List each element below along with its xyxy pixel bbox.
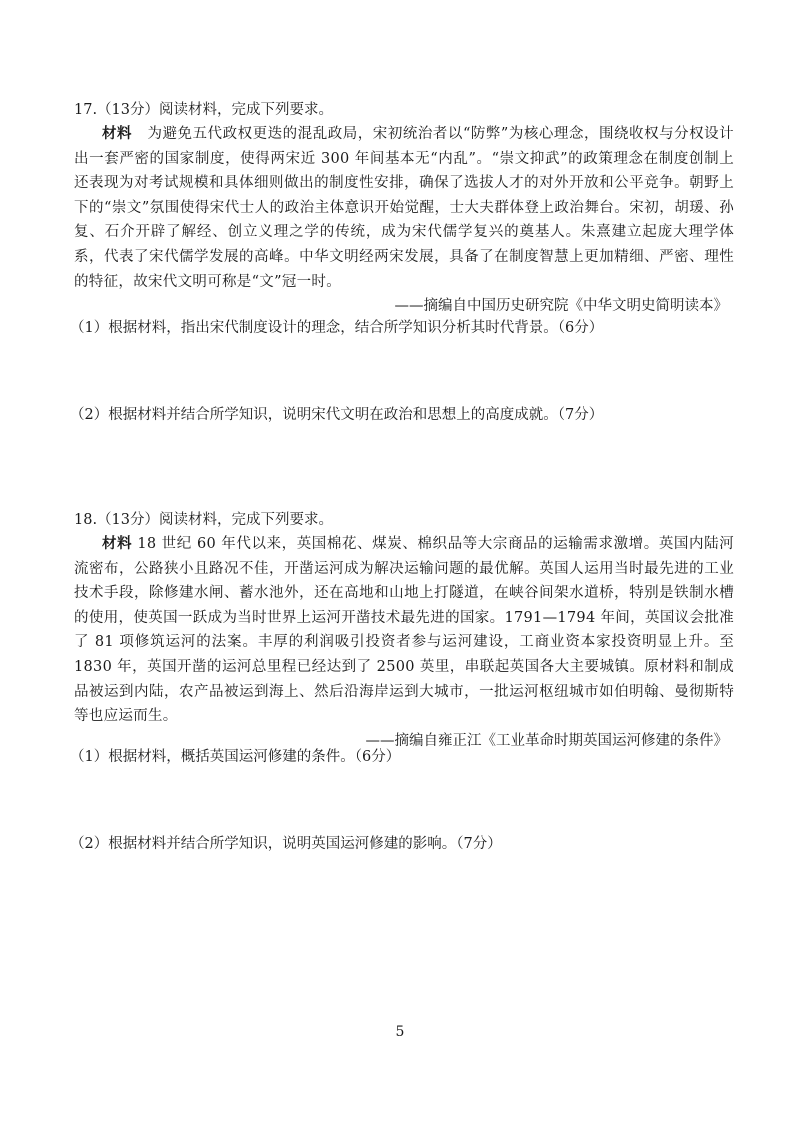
page-number: 5 <box>395 1024 405 1040</box>
material-label: 材料 <box>102 125 133 142</box>
material-text: 为避免五代政权更迭的混乱政局，宋初统治者以“防弊”为核心理念，围绕收权与分权设计出一套严密的国家制度，使得两宋近 300 年间基本无“内乱”。“崇文抑武”的政策理念在制度创制上还表现为对考试规模和具体细则做出的制度性安排，确保了选拔人才的对外开放和公平竞争。朝野上下的“崇文”氛围使得宋代士人的政治主体意识开始觉醒，士大夫群体登上政治舞台。宋初，胡瑗、孙复、石介开辟了解经、创立义理之学的传统，成为宋代儒学复兴的奠基人。朱熹建立起庞大理学体系，代表了宋代儒学发展的高峰。中华文明经两宋发展，具备了在制度智慧上更加精细、严密、理性的特征，故宋代文明可称是“文”冠一时。 <box>74 126 734 290</box>
material-source: ——摘编自中国历史研究院《中华文明史简明读本》 <box>394 298 728 315</box>
question-18-sub-1 <box>70 745 734 769</box>
question-heading: 18.（13分）阅读材料，完成下列要求。 <box>74 512 334 528</box>
subquestion: （1）根据材料，指出宋代制度设计的理念，结合所学知识分析其时代背景。（6分） <box>70 320 604 336</box>
material-text: 18 世纪 60 年代以来，英国棉花、煤炭、棉织品等大宗商品的运输需求激增。英国内陆河流密布，公路狭小且路况不佳，开凿运河成为解决运输问题的最优解。英国人运用当时最先进的工业技术手段，除修建水闸、蓄水池外，还在高地和山地上打隧道，在峡谷间架水道桥，特别是铁制水槽的使用，使英国一跃成为当时世界上运河开凿技术最先进的国家。1791—1794 年间，英国议会批准了 81 项修筑运河的法案。丰厚的利润吸引投资者参与运河建设，工商业资本家投资明显上升。至 1830 年，英国开凿的运河总里程已经达到了 2500 英里，串联起英国各大主要城镇。原材料和制成品被运到内陆，农产品被运到海上、然后沿海岸运到大城市，一批运河枢纽城市如伯明翰、曼彻斯特等也应运而生。 <box>74 536 734 725</box>
question-17-sub-2 <box>70 403 734 427</box>
question-17 <box>74 98 734 318</box>
material-paragraph <box>74 122 734 294</box>
subquestion: （2）根据材料并结合所学知识，说明英国运河修建的影响。（7分） <box>70 836 502 852</box>
question-18-sub-2 <box>70 832 734 856</box>
question-heading: 17.（13分）阅读材料，完成下列要求。 <box>74 102 334 118</box>
subquestion: （2）根据材料并结合所学知识，说明宋代文明在政治和思想上的高度成就。（7分） <box>70 407 604 423</box>
material-label: 材料 <box>102 535 133 552</box>
subquestion: （1）根据材料，概括英国运河修建的条件。（6分） <box>70 749 401 765</box>
material-source: ——摘编自雍正江《工业革命时期英国运河修建的条件》 <box>365 732 728 749</box>
material-paragraph <box>74 532 734 729</box>
question-18 <box>74 508 734 753</box>
question-17-sub-1 <box>70 316 734 340</box>
